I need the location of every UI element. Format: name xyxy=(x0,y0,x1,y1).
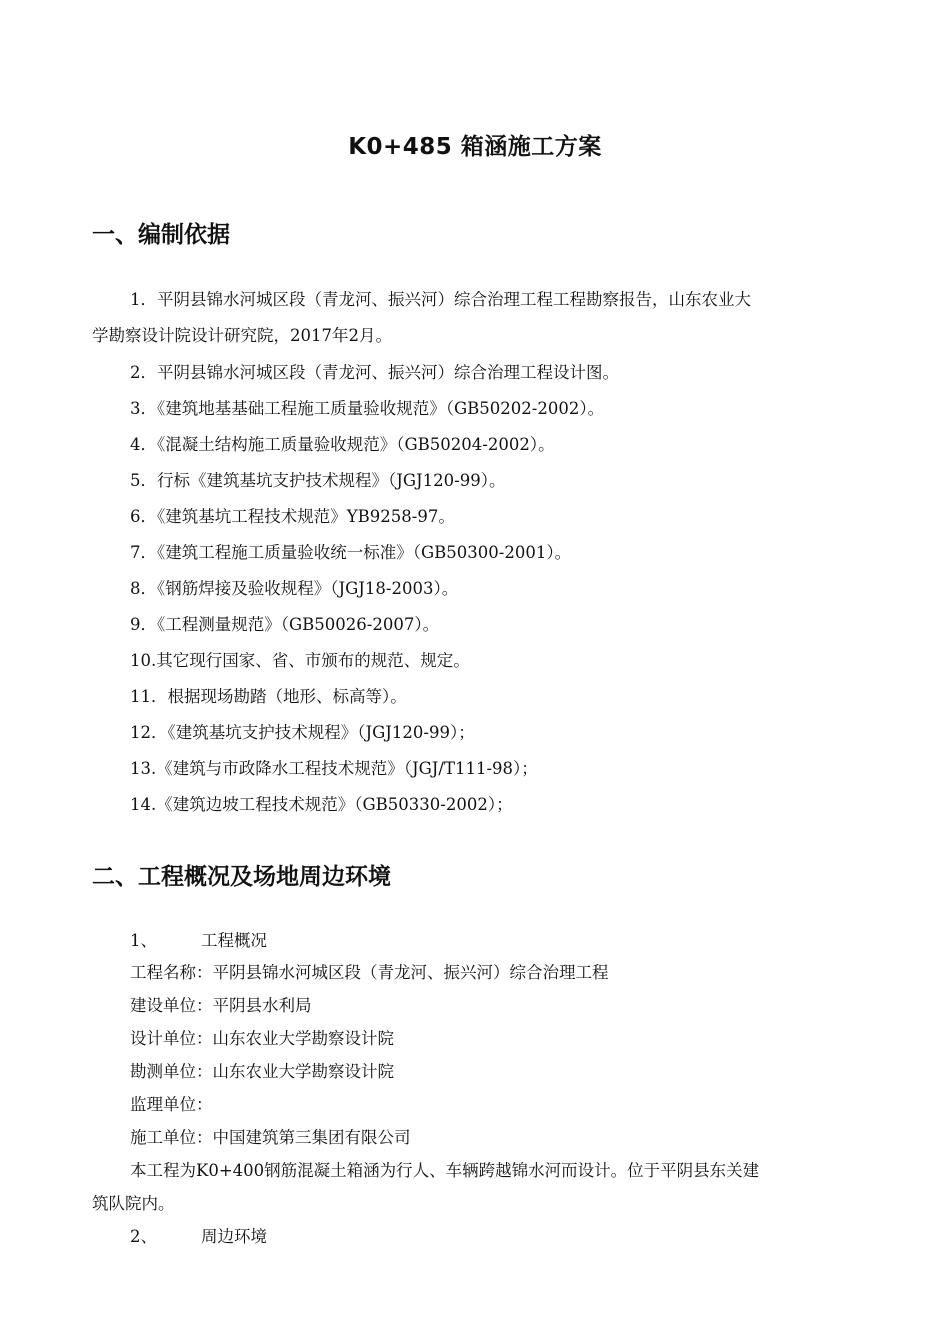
basis-item-10: 10.其它现行国家、省、市颁布的规范、规定。 xyxy=(130,651,470,670)
subsection-number: 2、 xyxy=(130,1227,157,1246)
project-name-line: 工程名称：平阴县锦水河城区段（青龙河、振兴河）综合治理工程 xyxy=(130,963,609,982)
basis-item-11: 11．根据现场勘踏（地形、标高等）。 xyxy=(130,687,407,706)
basis-item-8: 8．《钢筋焊接及验收规程》（JGJ18-2003）。 xyxy=(130,579,459,598)
basis-item-1-cont: 学勘察设计院设计研究院，2017年2月。 xyxy=(92,326,392,345)
contractor-line: 施工单位：中国建筑第三集团有限公司 xyxy=(130,1128,411,1147)
section-heading-basis: 一、编制依据 xyxy=(92,222,230,248)
owner-line: 建设单位：平阴县水利局 xyxy=(130,996,312,1015)
basis-item-4: 4．《混凝土结构施工质量验收规范》（GB50204-2002）。 xyxy=(130,435,555,454)
subsection-environment xyxy=(130,1226,267,1248)
designer-line: 设计单位：山东农业大学勘察设计院 xyxy=(130,1029,394,1048)
surveyor-line: 勘测单位：山东农业大学勘察设计院 xyxy=(130,1062,394,1081)
subsection-title: 周边环境 xyxy=(201,1227,267,1246)
subsection-number: 1、 xyxy=(130,931,157,950)
document-title: K0+485 箱涵施工方案 xyxy=(348,134,602,160)
basis-item-2: 2．平阴县锦水河城区段（青龙河、振兴河）综合治理工程设计图。 xyxy=(130,363,619,382)
section-heading-overview: 二、工程概况及场地周边环境 xyxy=(92,864,391,890)
basis-item-14: 14.《建筑边坡工程技术规范》（GB50330-2002）； xyxy=(130,795,513,814)
basis-item-9: 9．《工程测量规范》（GB50026-2007）。 xyxy=(130,615,440,634)
basis-item-5: 5．行标《建筑基坑支护技术规程》（JGJ120-99）。 xyxy=(130,471,506,490)
subsection-overview xyxy=(130,930,267,952)
basis-item-3: 3．《建筑地基基础工程施工质量验收规范》（GB50202-2002）。 xyxy=(130,399,605,418)
basis-item-12: 12．《建筑基坑支护技术规程》（JGJ120-99）； xyxy=(130,723,475,742)
project-description: 本工程为K0+400钢筋混凝土箱涵为行人、车辆跨越锦水河而设计。位于平阴县东关建 xyxy=(130,1161,760,1180)
basis-item-1: 1．平阴县锦水河城区段（青龙河、振兴河）综合治理工程工程勘察报告，山东农业大 xyxy=(130,290,751,309)
basis-item-7: 7．《建筑工程施工质量验收统一标准》（GB50300-2001）。 xyxy=(130,543,572,562)
project-description-cont: 筑队院内。 xyxy=(92,1194,175,1213)
basis-item-13: 13.《建筑与市政降水工程技术规范》（JGJ/T111-98）； xyxy=(130,759,538,778)
supervisor-line: 监理单位： xyxy=(130,1095,213,1114)
subsection-title: 工程概况 xyxy=(201,931,267,950)
basis-item-6: 6．《建筑基坑工程技术规范》YB9258-97。 xyxy=(130,507,455,526)
